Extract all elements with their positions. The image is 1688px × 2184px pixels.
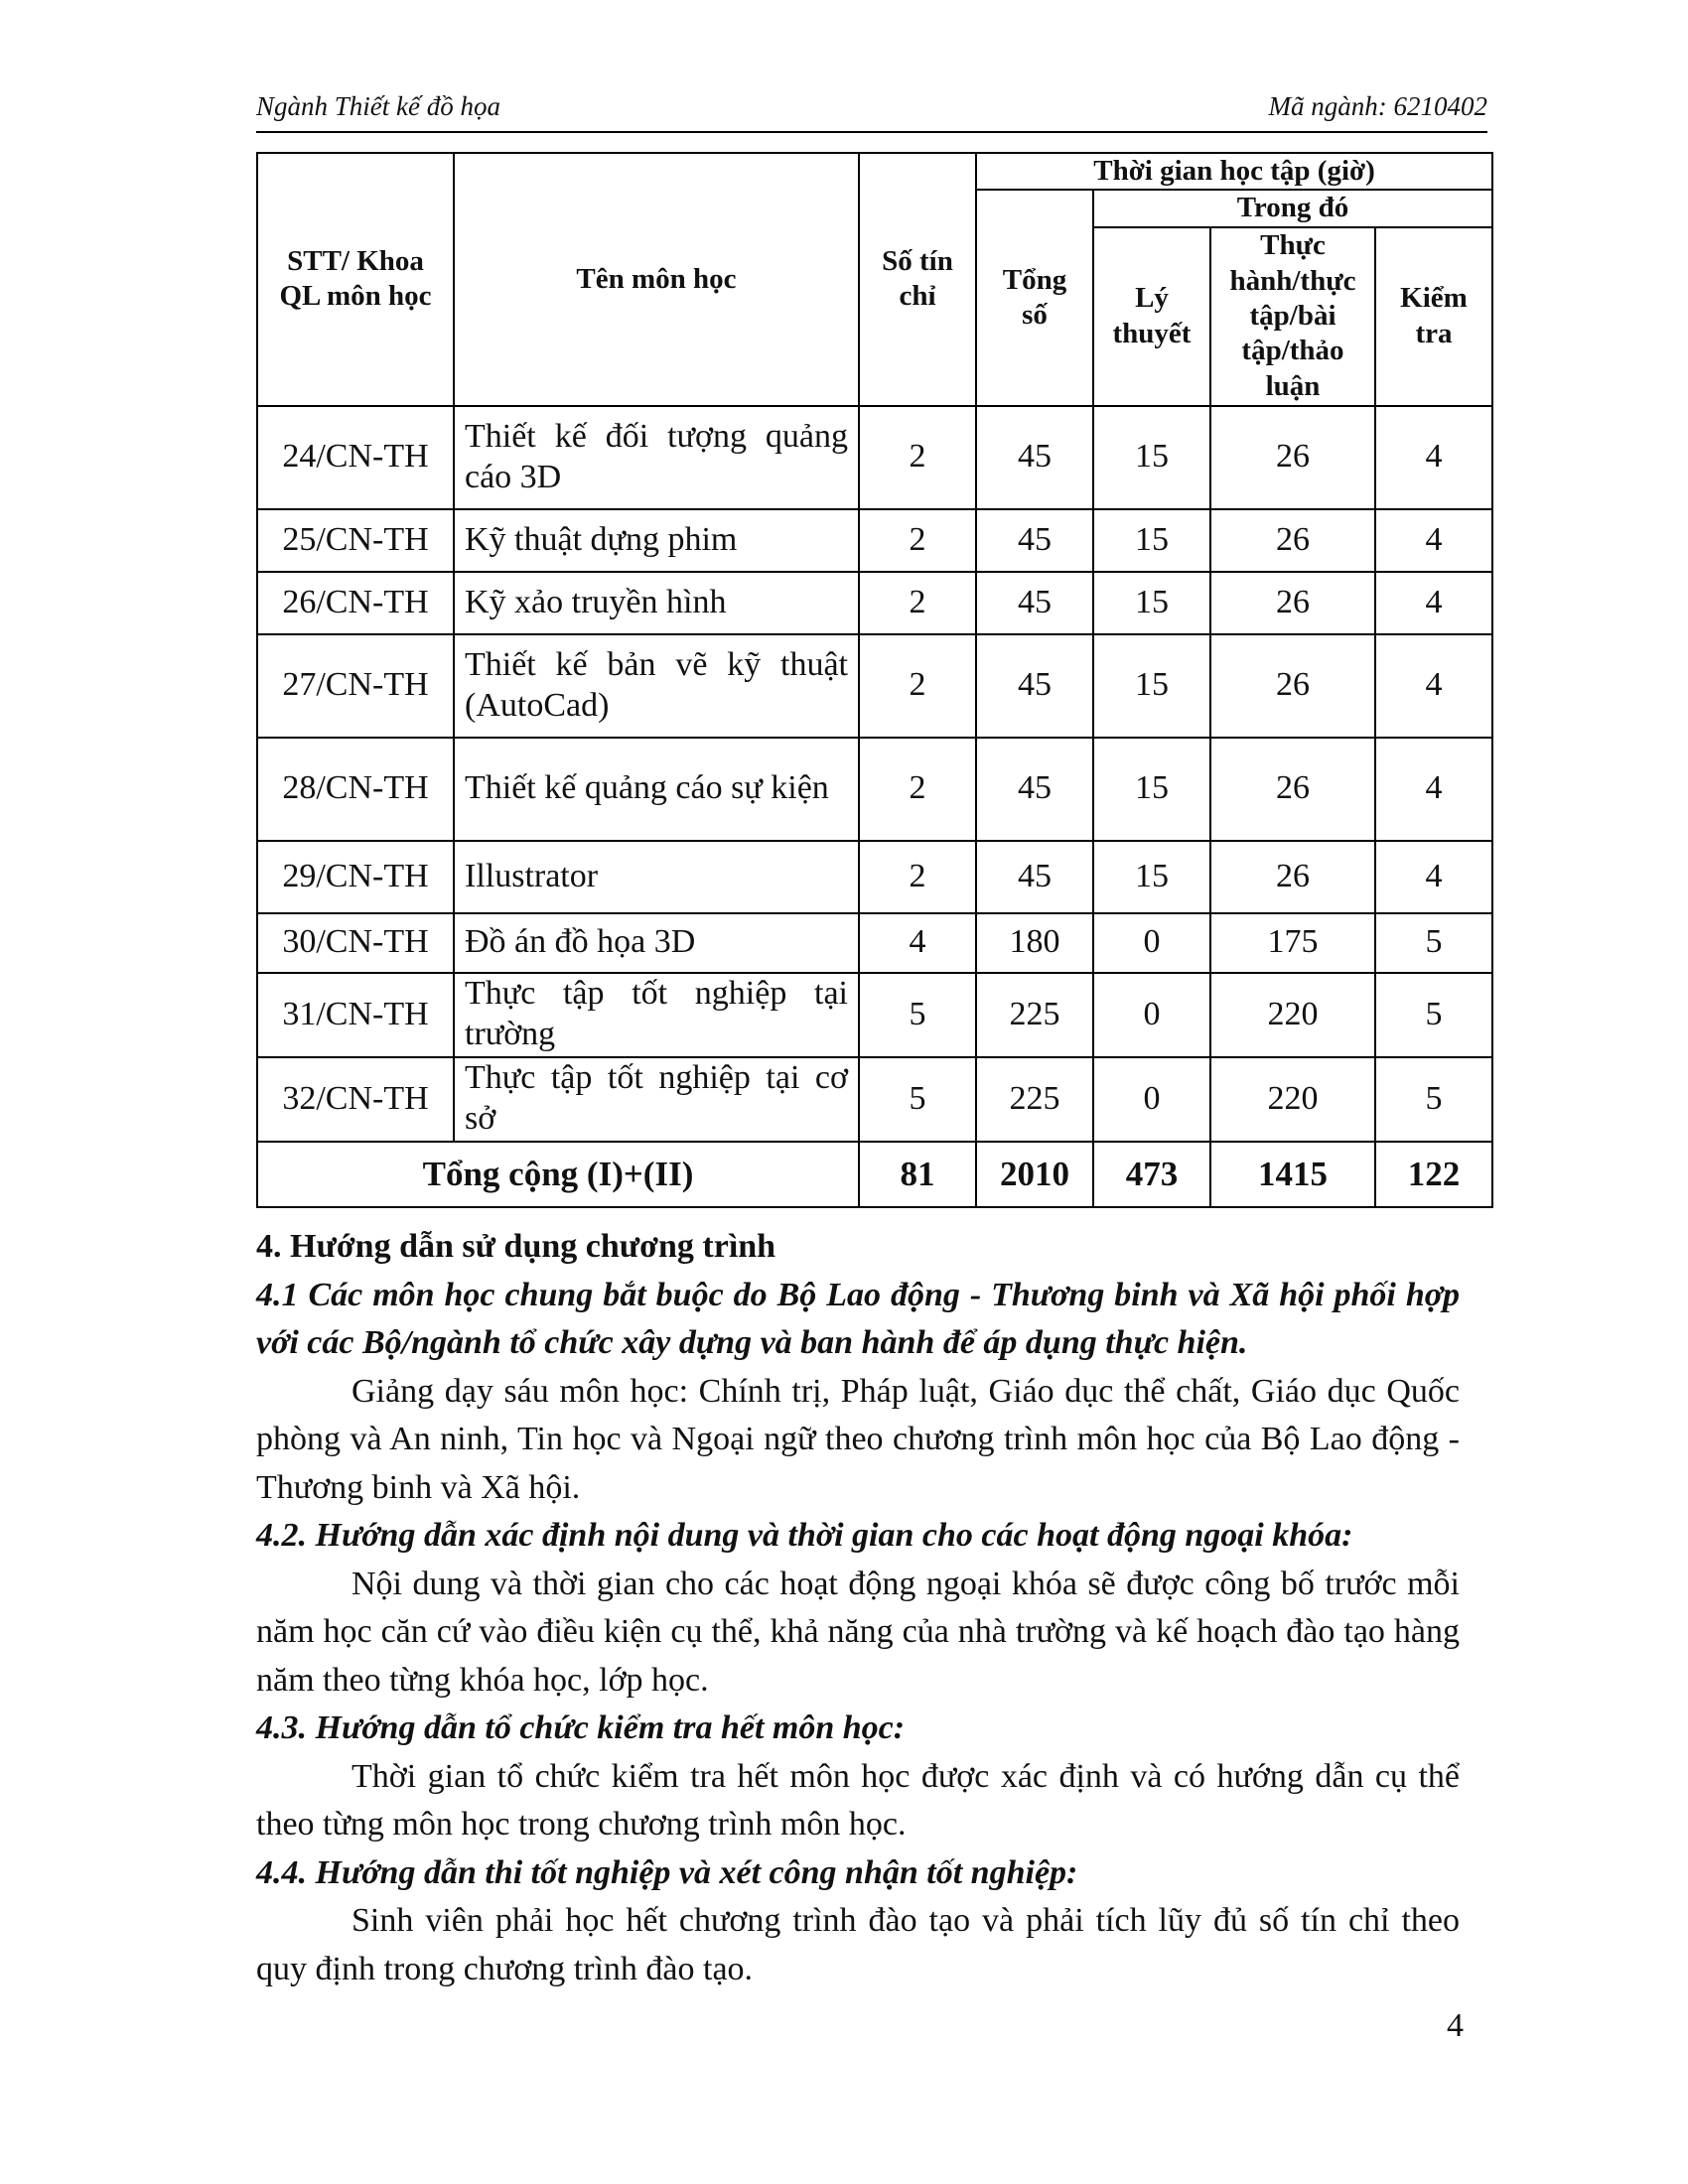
- cell-credits: 4: [859, 913, 976, 973]
- table-row: [257, 841, 1492, 913]
- cell-name: Thiết kế quảng cáo sự kiện: [454, 738, 859, 841]
- cell-credits: 2: [859, 841, 976, 913]
- total-hours: 2010: [976, 1142, 1093, 1207]
- cell-credits: 5: [859, 973, 976, 1057]
- cell-exam: 4: [1375, 572, 1492, 634]
- total-row: [257, 1142, 1492, 1207]
- cell-stt: 31/CN-TH: [257, 973, 454, 1057]
- cell-total: 45: [976, 572, 1093, 634]
- cell-theory: 15: [1093, 572, 1210, 634]
- total-practice: 1415: [1210, 1142, 1375, 1207]
- total-theory: 473: [1093, 1142, 1210, 1207]
- cell-stt: 30/CN-TH: [257, 913, 454, 973]
- cell-stt: 32/CN-TH: [257, 1057, 454, 1142]
- section-4-2-heading: 4.2. Hướng dẫn xác định nội dung và thời gian cho các hoạt động ngoại khóa:: [256, 1517, 1353, 1554]
- cell-exam: 5: [1375, 1057, 1492, 1142]
- cell-credits: 2: [859, 509, 976, 572]
- cell-stt: 25/CN-TH: [257, 509, 454, 572]
- section-4-1-heading: 4.1 Các môn học chung bắt buộc do Bộ Lao động - Thương binh và Xã hội phối hợp với các Bộ/ngành tổ chức xây dựng và ban hành để áp dụng thực hiện.: [256, 1276, 1460, 1361]
- section-4-4-body: Sinh viên phải học hết chương trình đào tạo và phải tích lũy đủ số tín chỉ theo quy định trong chương trình đào tạo.: [256, 1902, 1460, 1987]
- cell-theory: 15: [1093, 406, 1210, 509]
- cell-practice: 175: [1210, 913, 1375, 973]
- cell-exam: 5: [1375, 913, 1492, 973]
- total-label: Tổng cộng (I)+(II): [257, 1142, 859, 1207]
- section-4-1-body: Giảng dạy sáu môn học: Chính trị, Pháp luật, Giáo dục thể chất, Giáo dục Quốc phòng và An ninh, Tin học và Ngoại ngữ theo chương trình môn học của Bộ Lao động - Thương binh và Xã hội.: [256, 1372, 1460, 1506]
- page-number: 4: [1447, 2007, 1464, 2044]
- table-row: [257, 1057, 1492, 1142]
- header-theory: Lý thuyết: [1093, 227, 1210, 406]
- cell-theory: 15: [1093, 738, 1210, 841]
- usage-guide-section: [256, 1223, 1460, 1993]
- section-4-3-heading: 4.3. Hướng dẫn tổ chức kiểm tra hết môn học:: [256, 1709, 906, 1746]
- cell-total: 180: [976, 913, 1093, 973]
- cell-practice: 26: [1210, 738, 1375, 841]
- cell-exam: 4: [1375, 634, 1492, 738]
- header-subject-name: Tên môn học: [454, 153, 859, 406]
- cell-practice: 26: [1210, 509, 1375, 572]
- cell-stt: 28/CN-TH: [257, 738, 454, 841]
- cell-name: Thiết kế đối tượng quảng cáo 3D: [454, 406, 859, 509]
- cell-practice: 26: [1210, 406, 1375, 509]
- cell-name: Kỹ thuật dựng phim: [454, 509, 859, 572]
- cell-credits: 2: [859, 634, 976, 738]
- header-program-code: Mã ngành: 6210402: [1268, 91, 1487, 121]
- cell-total: 225: [976, 1057, 1093, 1142]
- cell-exam: 4: [1375, 841, 1492, 913]
- header-of-which: Trong đó: [1093, 190, 1492, 226]
- table-row: [257, 634, 1492, 738]
- cell-practice: 26: [1210, 841, 1375, 913]
- cell-stt: 24/CN-TH: [257, 406, 454, 509]
- cell-total: 45: [976, 738, 1093, 841]
- cell-total: 45: [976, 406, 1093, 509]
- cell-credits: 2: [859, 738, 976, 841]
- cell-name: Đồ án đồ họa 3D: [454, 913, 859, 973]
- cell-theory: 0: [1093, 1057, 1210, 1142]
- section-4-heading: 4. Hướng dẫn sử dụng chương trình: [256, 1228, 776, 1265]
- table-row: [257, 406, 1492, 509]
- cell-name: Thực tập tốt nghiệp tại trường: [454, 973, 859, 1057]
- cell-theory: 0: [1093, 913, 1210, 973]
- cell-name: Illustrator: [454, 841, 859, 913]
- cell-exam: 4: [1375, 509, 1492, 572]
- cell-name: Kỹ xảo truyền hình: [454, 572, 859, 634]
- total-exam: 122: [1375, 1142, 1492, 1207]
- cell-name: Thực tập tốt nghiệp tại cơ sở: [454, 1057, 859, 1142]
- cell-practice: 220: [1210, 973, 1375, 1057]
- cell-stt: 26/CN-TH: [257, 572, 454, 634]
- cell-total: 45: [976, 634, 1093, 738]
- cell-theory: 15: [1093, 841, 1210, 913]
- table-row: [257, 572, 1492, 634]
- table-row: [257, 913, 1492, 973]
- header-practice: Thực hành/thực tập/bài tập/thảo luận: [1210, 227, 1375, 406]
- cell-stt: 27/CN-TH: [257, 634, 454, 738]
- header-exam: Kiểm tra: [1375, 227, 1492, 406]
- cell-credits: 5: [859, 1057, 976, 1142]
- table-body: [257, 406, 1492, 1142]
- cell-theory: 0: [1093, 973, 1210, 1057]
- cell-stt: 29/CN-TH: [257, 841, 454, 913]
- total-credits: 81: [859, 1142, 976, 1207]
- cell-practice: 26: [1210, 572, 1375, 634]
- header-total-hours: Tổng số: [976, 190, 1093, 405]
- cell-exam: 4: [1375, 406, 1492, 509]
- cell-exam: 4: [1375, 738, 1492, 841]
- header-program-name: Ngành Thiết kế đồ họa: [256, 91, 500, 121]
- cell-exam: 5: [1375, 973, 1492, 1057]
- cell-practice: 26: [1210, 634, 1375, 738]
- cell-total: 45: [976, 509, 1093, 572]
- header-stt: STT/ Khoa QL môn học: [257, 153, 454, 406]
- cell-name: Thiết kế bản vẽ kỹ thuật (AutoCad): [454, 634, 859, 738]
- section-4-3-body: Thời gian tổ chức kiểm tra hết môn học được xác định và có hướng dẫn cụ thể theo từng môn học trong chương trình môn học.: [256, 1757, 1460, 1843]
- table-row: [257, 509, 1492, 572]
- curriculum-table: [256, 152, 1493, 1208]
- cell-credits: 2: [859, 572, 976, 634]
- cell-total: 45: [976, 841, 1093, 913]
- header-credits: Số tín chỉ: [859, 153, 976, 406]
- cell-theory: 15: [1093, 509, 1210, 572]
- cell-total: 225: [976, 973, 1093, 1057]
- header-study-time: Thời gian học tập (giờ): [976, 153, 1492, 190]
- table-row: [257, 973, 1492, 1057]
- cell-credits: 2: [859, 406, 976, 509]
- table-row: [257, 738, 1492, 841]
- section-4-2-body: Nội dung và thời gian cho các hoạt động ngoại khóa sẽ được công bố trước mỗi năm học căn cứ vào điều kiện cụ thể, khả năng của nhà trường và kế hoạch đào tạo hàng năm theo từng khóa học, lớp học.: [256, 1565, 1460, 1699]
- section-4-4-heading: 4.4. Hướng dẫn thi tốt nghiệp và xét công nhận tốt nghiệp:: [256, 1853, 1078, 1891]
- cell-practice: 220: [1210, 1057, 1375, 1142]
- page-header: [256, 91, 1487, 133]
- cell-theory: 15: [1093, 634, 1210, 738]
